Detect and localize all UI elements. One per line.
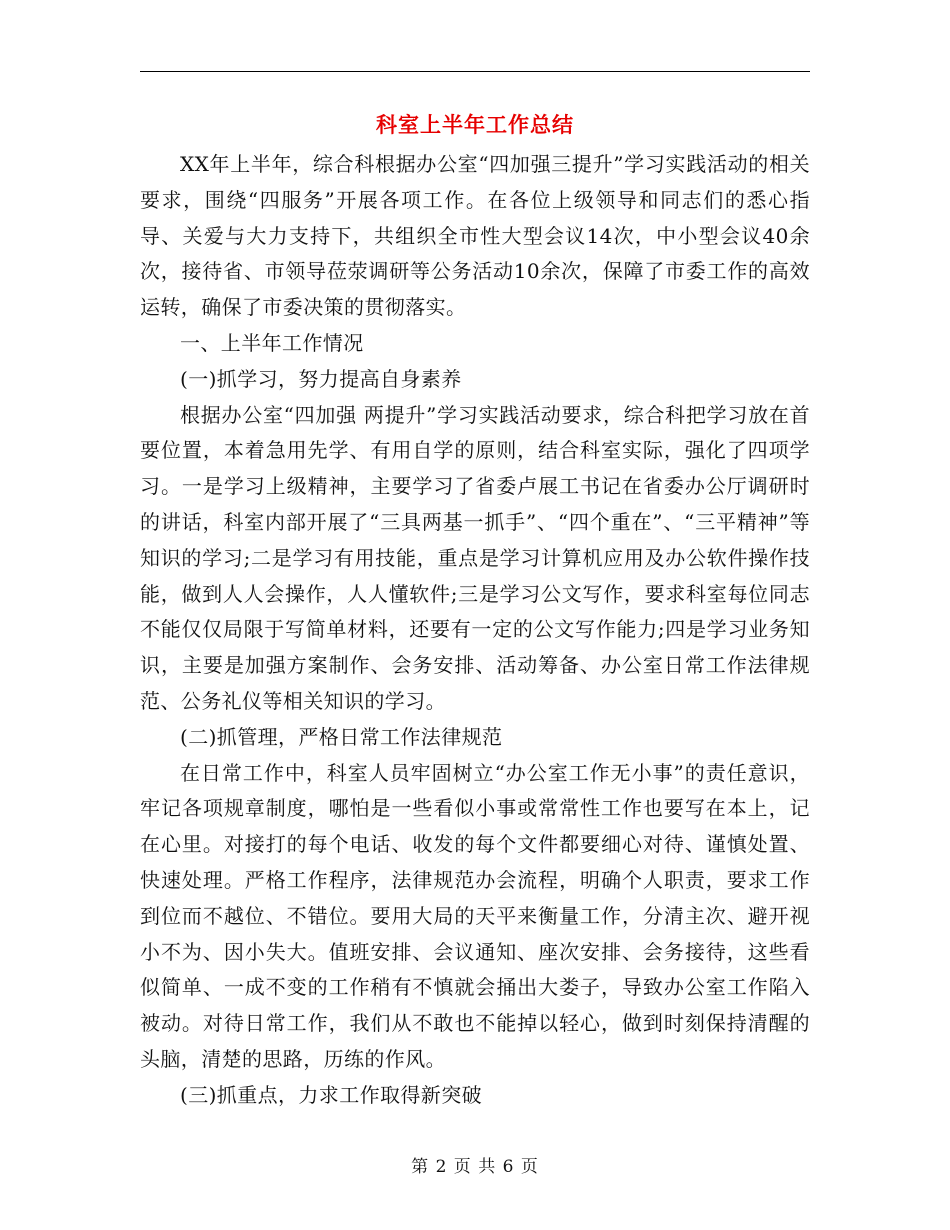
section-heading-1: 一、上半年工作情况 (180, 330, 364, 355)
page-number: 第 2 页 共 6 页 (411, 1157, 539, 1177)
management-paragraph: 在日常工作中，科室人员牢固树立“办公室工作无小事”的责任意识，牢记各项规章制度，哪怕是一些看似小事或常常性工作也要写在本上，记在心里。对接打的每个电话、收发的每个文件都要细心对待、谨慎处置、快速处理。严格工作程序，法律规范办会流程，明确个人职责，要求工作到位而不越位、不错位。要用大局的天平来衡量工作，分清主次、避开视小不为、因小失大。值班安排、会议通知、座次安排、会务接待，这些看似简单、一成不变的工作稍有不慎就会捅出大娄子，导致办公室工作陷入被动。对待日常工作，我们从不敢也不能掉以轻心，做到时刻保持清醒的头脑，清楚的思路，历练的作风。 (140, 760, 810, 1071)
intro-paragraph: XX年上半年，综合科根据办公室“四加强三提升”学习实践活动的相关要求，围绕“四服务”开展各项工作。在各位上级领导和同志们的悉心指导、关爱与大力支持下，共组织全市性大型会议14次，中小型会议40余次，接待省、市领导莅荥调研等公务活动10余次，保障了市委工作的高效运转，确保了市委决策的贯彻落实。 (140, 152, 810, 320)
subsection-heading-2: (二)抓管理，严格日常工作法律规范 (180, 724, 503, 749)
study-paragraph: 根据办公室“四加强 两提升”学习实践活动要求，综合科把学习放在首要位置，本着急用先学、有用自学的原则，结合科室实际，强化了四项学习。一是学习上级精神，主要学习了省委卢展工书记在省委办公厅调研时的讲话，科室内部开展了“三具两基一抓手”、“四个重在”、“三平精神”等知识的学习;二是学习有用技能，重点是学习计算机应用及办公软件操作技能，做到人人会操作，人人懂软件;三是学习公文写作，要求科室每位同志不能仅仅局限于写简单材料，还要有一定的公文写作能力;四是学习业务知识，主要是加强方案制作、会务安排、活动筹备、办公室日常工作法律规范、公务礼仪等相关知识的学习。 (140, 402, 810, 713)
subsection-heading-3: (三)抓重点，力求工作取得新突破 (180, 1082, 483, 1107)
document-body (140, 147, 810, 1114)
subsection-heading-1: (一)抓学习，努力提高自身素养 (180, 366, 462, 391)
document-title: 科室上半年工作总结 (376, 112, 574, 137)
header-rule (140, 71, 810, 72)
page-footer (0, 1152, 950, 1177)
